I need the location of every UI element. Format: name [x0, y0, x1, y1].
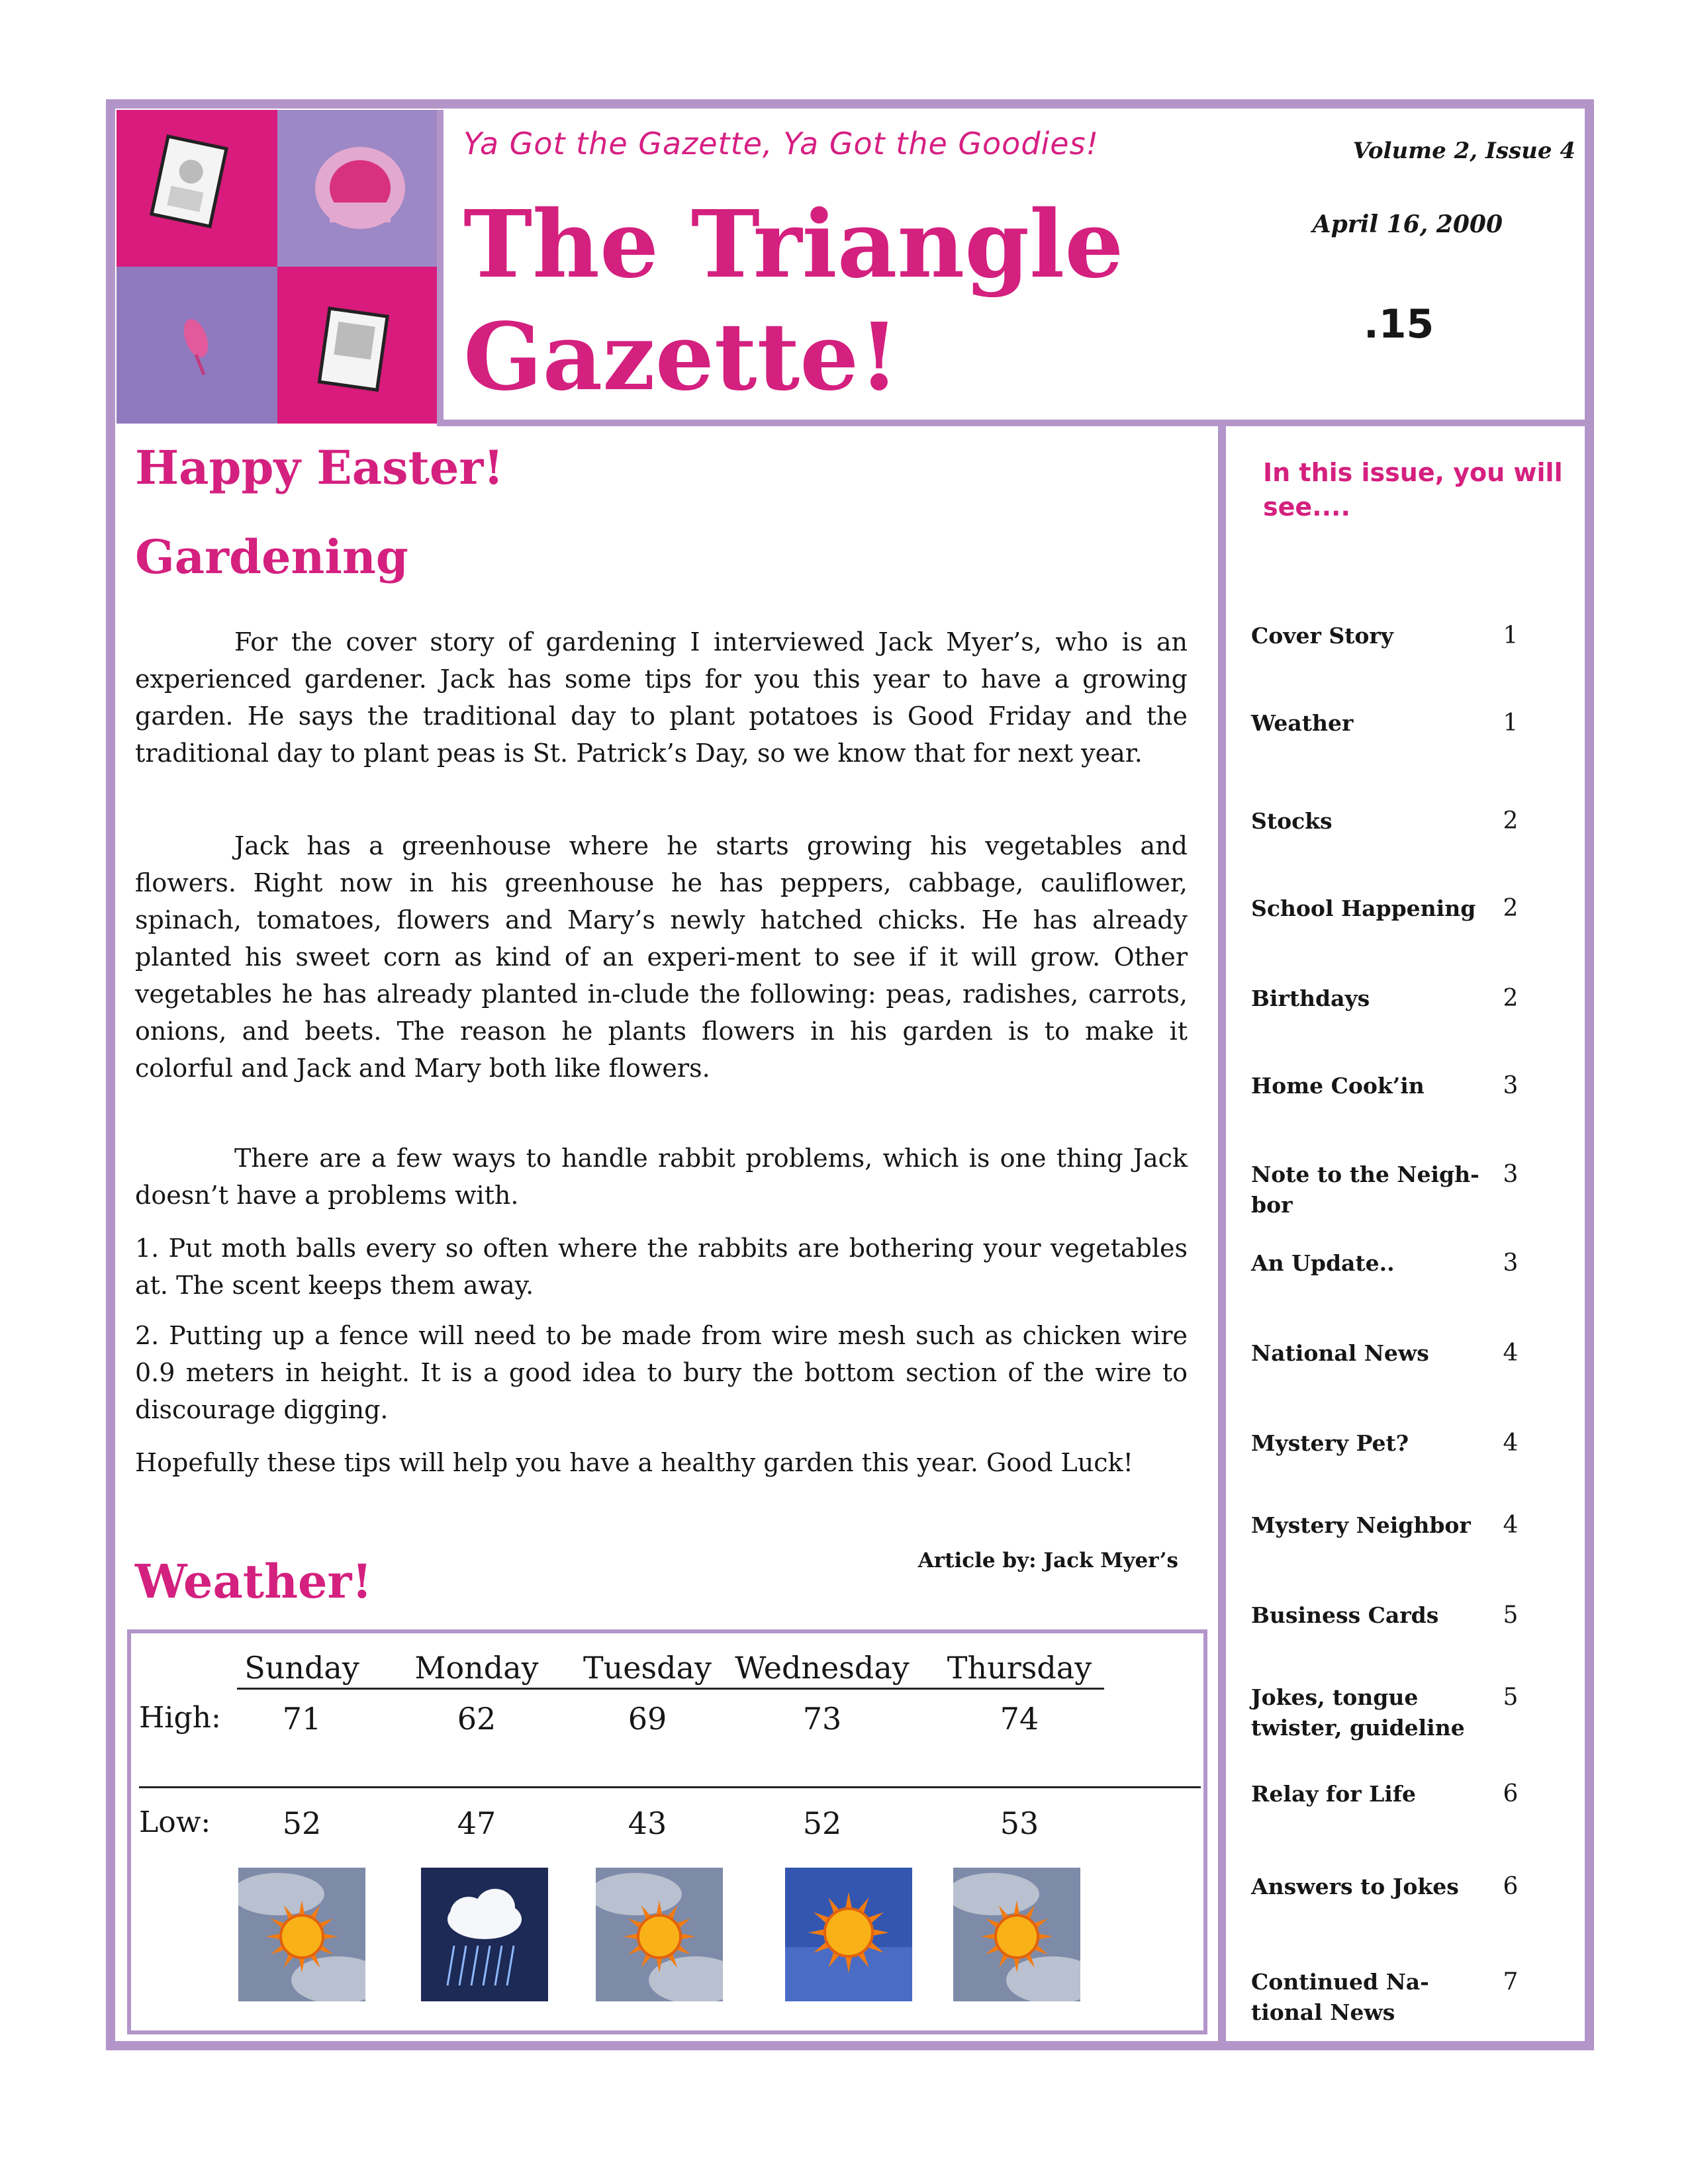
toc-item-label: Answers to Jokes	[1251, 1874, 1459, 1899]
article-paragraph-2: Jack has a greenhouse where he starts growing his vegetables and flowers. Right now in his greenhouse he has peppers, cabbage, cauliflower, spinach, tomatoes, flowers and Mary’s newly hatched chicks. He has already planted his sweet corn as kind of an experi-ment to see if it will grow. Other vegetables he has already planted in-clude the following: peas, radishes, carrots, onions, and beets. The reason he plants flowers in his garden is to make it colorful and Jack and Mary both like flowers.	[135, 831, 1188, 1083]
newspaper-title	[463, 189, 1125, 414]
toc-item-label: Jokes, tongue twister, guideline	[1251, 1684, 1465, 1741]
toc-item	[1251, 1967, 1562, 2033]
volume-issue: Volume 2, Issue 4	[1352, 138, 1575, 164]
toc-item-label: Note to the Neigh-bor	[1251, 1161, 1479, 1218]
sun-cloud-icon	[953, 1868, 1080, 2001]
sun-disc	[638, 1915, 680, 1958]
toc-item	[1251, 983, 1562, 1050]
sun-disc	[996, 1915, 1038, 1958]
weather-day-name: Tuesday	[583, 1650, 712, 1686]
toc-item	[1251, 1872, 1562, 1938]
sun-cloud-icon	[596, 1868, 723, 2001]
toc-item-label: National News	[1251, 1340, 1429, 1366]
high-temperature: 71	[282, 1701, 322, 1737]
toc-item	[1251, 1779, 1562, 1845]
rain-cloud-icon	[421, 1868, 548, 2001]
article-paragraph-5: 2. Putting up a fence will need to be made from wire mesh such as chicken wire 0.9 meters in height. It is a good idea to bury the bottom section of the wire to discourage digging.	[135, 1321, 1188, 1424]
toc-item-page: 3	[1503, 1250, 1519, 1277]
toc-item-page: 2	[1503, 895, 1519, 922]
toc-item-page: 5	[1503, 1684, 1519, 1711]
toc-item-page: 4	[1503, 1512, 1519, 1539]
toc-item-label: Stocks	[1251, 808, 1333, 834]
high-temperature: 73	[802, 1701, 842, 1737]
easter-headline: Happy Easter!	[135, 440, 504, 495]
title-line-2: Gazette!	[463, 303, 900, 412]
weather-day-name: Thursday	[947, 1650, 1092, 1686]
weather-day-name: Sunday	[244, 1650, 359, 1686]
gardening-headline: Gardening	[135, 529, 408, 584]
sun-cloud-icon	[238, 1868, 365, 2001]
toc-item-label: Business Cards	[1251, 1602, 1439, 1628]
article-paragraph-6: Hopefully these tips will help you have a healthy garden this year. Good Luck!	[135, 1448, 1133, 1477]
day-header-underline	[237, 1688, 1104, 1690]
high-label: High:	[139, 1701, 221, 1735]
toc-item	[1251, 1428, 1562, 1494]
toc-item	[1251, 806, 1562, 872]
toc-item-label: Weather	[1251, 710, 1354, 736]
weather-day-name: Wednesday	[735, 1650, 910, 1686]
low-temperature: 53	[1000, 1805, 1039, 1841]
sun-disc	[281, 1915, 323, 1958]
toc-item-label: School Happening	[1251, 895, 1476, 921]
egg-icon	[315, 147, 405, 229]
article-byline: Article by: Jack Myer’s	[917, 1549, 1178, 1572]
toc-item	[1251, 1160, 1562, 1226]
toc-item-label: Relay for Life	[1251, 1781, 1417, 1807]
toc-item	[1251, 1510, 1562, 1576]
article-paragraph-3: There are a few ways to handle rabbit problems, which is one thing Jack doesn’t have a problems with.	[135, 1144, 1188, 1210]
toc-item-page: 4	[1503, 1430, 1519, 1457]
toc-item	[1251, 1248, 1562, 1314]
tagline: Ya Got the Gazette, Ya Got the Goodies!	[463, 126, 1100, 161]
toc-item	[1251, 1338, 1562, 1404]
toc-item-label: An Update..	[1251, 1250, 1395, 1276]
article-paragraph-4: 1. Put moth balls every so often where the rabbits are bothering your vegetables at. The scent keeps them away.	[135, 1234, 1188, 1300]
toc-item-label: Birthdays	[1251, 985, 1370, 1011]
masthead-artwork	[117, 110, 438, 424]
high-temperature: 62	[457, 1701, 496, 1737]
toc-item	[1251, 1682, 1562, 1749]
high-temperature: 74	[1000, 1701, 1039, 1737]
toc-item-page: 2	[1503, 985, 1519, 1012]
weather-day-name: Monday	[414, 1650, 539, 1686]
toc-item-page: 7	[1503, 1968, 1519, 1995]
toc-item-page: 4	[1503, 1340, 1519, 1367]
toc-item-label: Mystery Neighbor	[1251, 1512, 1471, 1538]
toc-item	[1251, 621, 1562, 687]
low-label: Low:	[139, 1805, 211, 1839]
header-divider	[437, 110, 444, 424]
low-temperature: 52	[282, 1805, 322, 1841]
weather-headline: Weather!	[135, 1554, 373, 1609]
high-temperature: 69	[628, 1701, 667, 1737]
toc-item-label: Continued Na-tional News	[1251, 1969, 1429, 2025]
toc-item-page: 3	[1503, 1161, 1519, 1188]
toc-item-label: Cover Story	[1251, 623, 1393, 649]
low-temperature: 47	[457, 1805, 496, 1841]
toc-item-page: 1	[1503, 622, 1519, 649]
toc-item-page: 2	[1503, 807, 1519, 835]
sun-disc	[825, 1909, 872, 1956]
article-paragraph-1: For the cover story of gardening I interviewed Jack Myer’s, who is an experienced gardener. Jack has some tips for you this year to have a growing garden. He says the traditional day to plant potatoes is Good Friday and the traditional day to plant peas is St. Patrick’s Day, so we know that for next year.	[135, 627, 1188, 768]
toc-item-page: 6	[1503, 1780, 1519, 1807]
toc-item	[1251, 708, 1562, 774]
card-icon	[319, 308, 387, 390]
toc-item-label: Mystery Pet?	[1251, 1430, 1409, 1456]
toc-item-label: Home Cook’in	[1251, 1073, 1425, 1099]
toc-item-page: 6	[1503, 1873, 1519, 1900]
price: .15	[1364, 301, 1434, 347]
low-temperature: 52	[802, 1805, 842, 1841]
issue-date: April 16, 2000	[1312, 210, 1503, 238]
toc-heading: In this issue, you will see....	[1263, 458, 1563, 522]
low-temperature: 43	[628, 1805, 667, 1841]
sun-icon	[785, 1868, 912, 2001]
toc-item-page: 3	[1503, 1072, 1519, 1099]
toc-item	[1251, 1600, 1562, 1666]
toc-item-page: 1	[1503, 709, 1519, 737]
toc-item	[1251, 1071, 1562, 1137]
weather-divider	[139, 1786, 1201, 1788]
title-line-1: The Triangle	[463, 191, 1124, 299]
toc-item	[1251, 893, 1562, 960]
toc-item-page: 5	[1503, 1602, 1519, 1629]
